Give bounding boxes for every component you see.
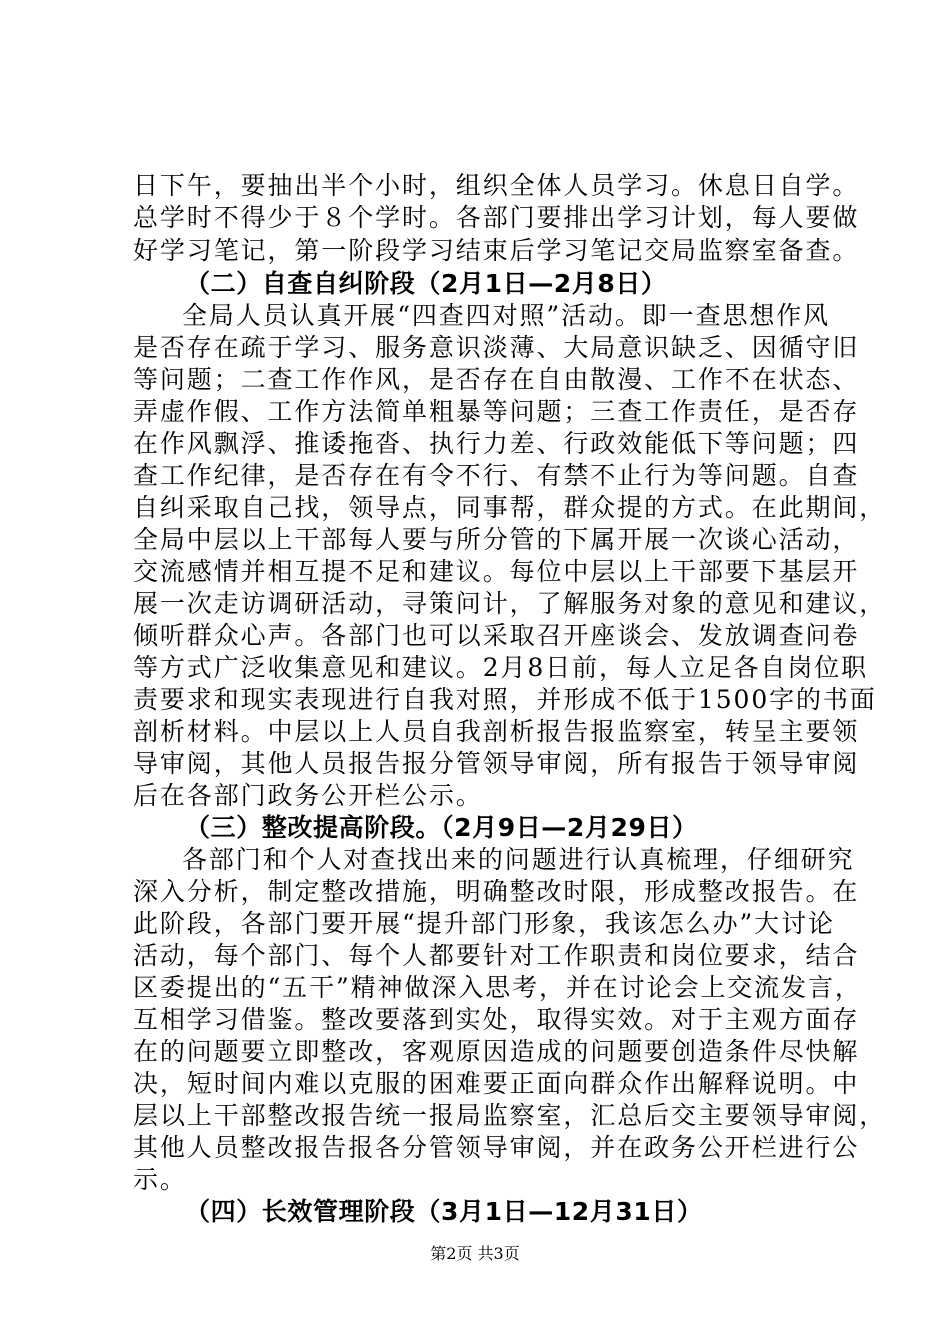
body-line: 在的问题要立即整改，客观原因造成的问题要创造条件尽快解 — [133, 1037, 860, 1066]
body-line: 自纠采取自己找，领导点，同事帮，群众提的方式。在此期间， — [133, 493, 887, 522]
body-line: 总学时不得少于８个学时。各部门要排出学习计划，每人要做 — [133, 203, 860, 232]
body-line: 其他人员整改报告报各分管领导审阅，并在政务公开栏进行公 — [133, 1133, 860, 1162]
body-line: 互相学习借鉴。整改要落到实处，取得实效。对于主观方面存 — [133, 1005, 860, 1034]
body-line: 导审阅，其他人员报告报分管领导审阅，所有报告于领导审阅 — [133, 749, 860, 778]
section-heading-3: （三）整改提高阶段。（2月9日—2月29日） — [185, 813, 698, 842]
section-heading-4: （四）长效管理阶段（3月1日—12月31日） — [185, 1197, 703, 1226]
body-line: 好学习笔记，第一阶段学习结束后学习笔记交局监察室备查。 — [133, 236, 860, 265]
body-line: 各部门和个人对查找出来的问题进行认真梳理，仔细研究 — [182, 845, 855, 874]
body-line: 交流感情并相互提不足和建议。每位中层以上干部要下基层开 — [133, 557, 860, 586]
body-line: 全局人员认真开展“四查四对照”活动。即一查思想作风 — [182, 301, 831, 330]
body-line: 责要求和现实表现进行自我对照，并形成不低于1500字的书面 — [133, 685, 877, 714]
body-line: 深入分析，制定整改措施，明确整改时限，形成整改报告。在 — [133, 877, 860, 906]
body-line: 是否存在疏于学习、服务意识淡薄、大局意识缺乏、因循守旧 — [133, 333, 860, 362]
page-footer: 第2页 共3页 — [430, 1244, 520, 1263]
body-line: 决，短时间内难以克服的困难要正面向群众作出解释说明。中 — [133, 1069, 860, 1098]
body-line: 查工作纪律，是否存在有令不行、有禁不止行为等问题。自查 — [133, 461, 860, 490]
body-line: 弄虚作假、工作方法简单粗暴等问题；三查工作责任，是否存 — [133, 397, 860, 426]
body-line: 展一次走访调研活动，寻策问计，了解服务对象的意见和建议， — [133, 589, 887, 618]
body-line: 活动，每个部门、每个人都要针对工作职责和岗位要求，结合 — [133, 941, 860, 970]
body-line: 在作风飘浮、推诿拖沓、执行力差、行政效能低下等问题；四 — [133, 429, 860, 458]
body-line: 示。 — [133, 1165, 187, 1194]
body-line: 此阶段，各部门要开展“提升部门形象，我该怎么办”大讨论 — [133, 909, 835, 938]
body-line: 层以上干部整改报告统一报局监察室，汇总后交主要领导审阅， — [133, 1101, 887, 1130]
body-line: 等问题；二查工作作风，是否存在自由散漫、工作不在状态、 — [133, 365, 860, 394]
body-line: 全局中层以上干部每人要与所分管的下属开展一次谈心活动， — [133, 525, 860, 554]
body-line: 日下午，要抽出半个小时，组织全体人员学习。休息日自学。 — [133, 171, 860, 200]
section-heading-2: （二）自查自纠阶段（2月1日—2月8日） — [185, 269, 667, 298]
body-line: 剖析材料。中层以上人员自我剖析报告报监察室，转呈主要领 — [133, 717, 860, 746]
body-line: 倾听群众心声。各部门也可以采取召开座谈会、发放调查问卷 — [133, 621, 860, 650]
body-line: 后在各部门政务公开栏公示。 — [133, 781, 483, 810]
body-line: 等方式广泛收集意见和建议。2月8日前，每人立足各自岗位职 — [133, 653, 869, 682]
body-line: 区委提出的“五干”精神做深入思考，并在讨论会上交流发言， — [133, 973, 862, 1002]
